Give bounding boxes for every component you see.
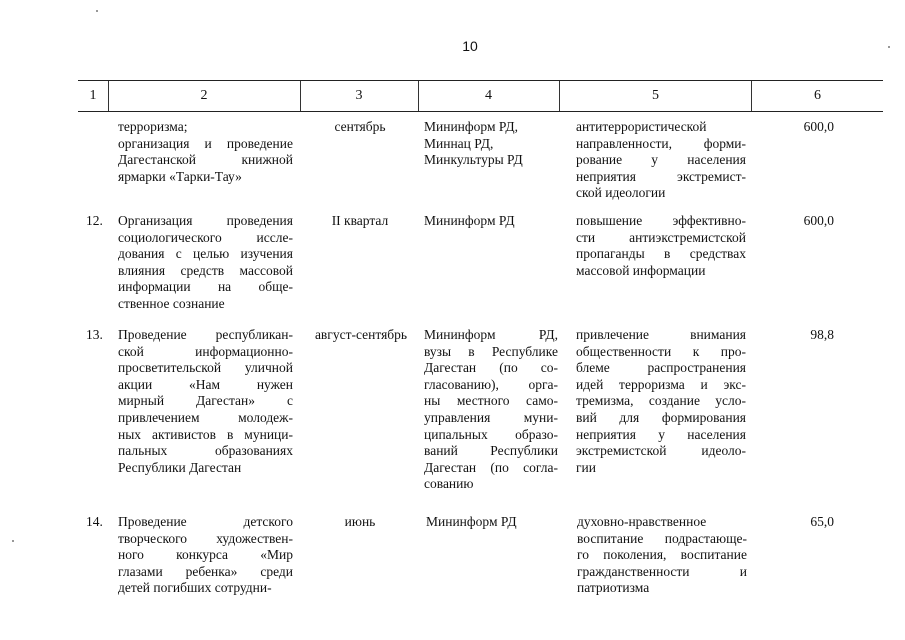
scan-speck xyxy=(12,540,14,542)
event-term: II квартал xyxy=(331,213,389,228)
table-header xyxy=(78,80,883,112)
event-executors: Мининформ РД, Миннац РД, Минкультуры РД xyxy=(424,119,523,168)
funding-amount: 98,8 xyxy=(810,327,834,342)
event-description: Проведение республикан- ской информационно- просветительской уличной акции «Нам нужен мирный Дагестан» с привлечением молодеж- ных активистов в муници- пальных образованиях Республики Дагестан xyxy=(118,327,293,475)
funding-amount: 65,0 xyxy=(810,514,834,529)
expected-result: привлечение внимания общественности к про- блеме распространения идей терроризма и экс- тремизма, создание усло- вий для формирования неприятия у населения экстремистской идеоло- гии xyxy=(576,327,746,475)
event-term: июнь xyxy=(344,514,376,529)
row-number: 13. xyxy=(86,327,103,342)
column-header-3: 3 xyxy=(355,88,363,103)
column-header-2: 2 xyxy=(200,88,208,103)
event-executors: Мининформ РД xyxy=(426,514,517,529)
event-term: август-сентябрь xyxy=(314,327,408,342)
column-header-6: 6 xyxy=(814,88,821,103)
funding-amount: 600,0 xyxy=(803,119,834,134)
expected-result: антитеррористической направленности, форми- рование у населения неприятия экстремист- ской идеологии xyxy=(576,119,746,201)
event-description: Проведение детского творческого художествен- ного конкурса «Мир глазами ребенка» среди детей погибших сотрудни- xyxy=(118,514,293,596)
page-number: 10 xyxy=(462,38,478,54)
column-header-4: 4 xyxy=(485,88,492,103)
event-executors: Мининформ РД xyxy=(424,213,515,228)
column-header-1: 1 xyxy=(89,88,97,103)
funding-amount: 600,0 xyxy=(803,213,834,228)
event-description: терроризма; организация и проведение Дагестанской книжной ярмарки «Тарки-Тау» xyxy=(118,119,293,184)
event-executors: Мининформ РД, вузы в Республике Дагестан (по со- гласованию), орга- ны местного само- управления муни- ципальных образо- ваний Республики Дагестан (по согла- сованию xyxy=(424,327,558,492)
column-header-5: 5 xyxy=(652,88,659,103)
expected-result: духовно-нравственное воспитание подрастающе- го поколения, воспитание гражданственности и патриотизма xyxy=(577,514,747,596)
row-number: 14. xyxy=(86,514,103,529)
scan-speck xyxy=(888,46,890,48)
event-description: Организация проведения социологического иссле- дования с целью изучения влияния средств массовой информации на обще- ственное сознание xyxy=(118,213,293,311)
row-number: 12. xyxy=(86,213,103,228)
expected-result: повышение эффективно- сти антиэкстремистской пропаганды в средствах массовой информации xyxy=(576,213,746,278)
scan-speck xyxy=(96,10,98,12)
event-term: сентябрь xyxy=(334,119,386,134)
